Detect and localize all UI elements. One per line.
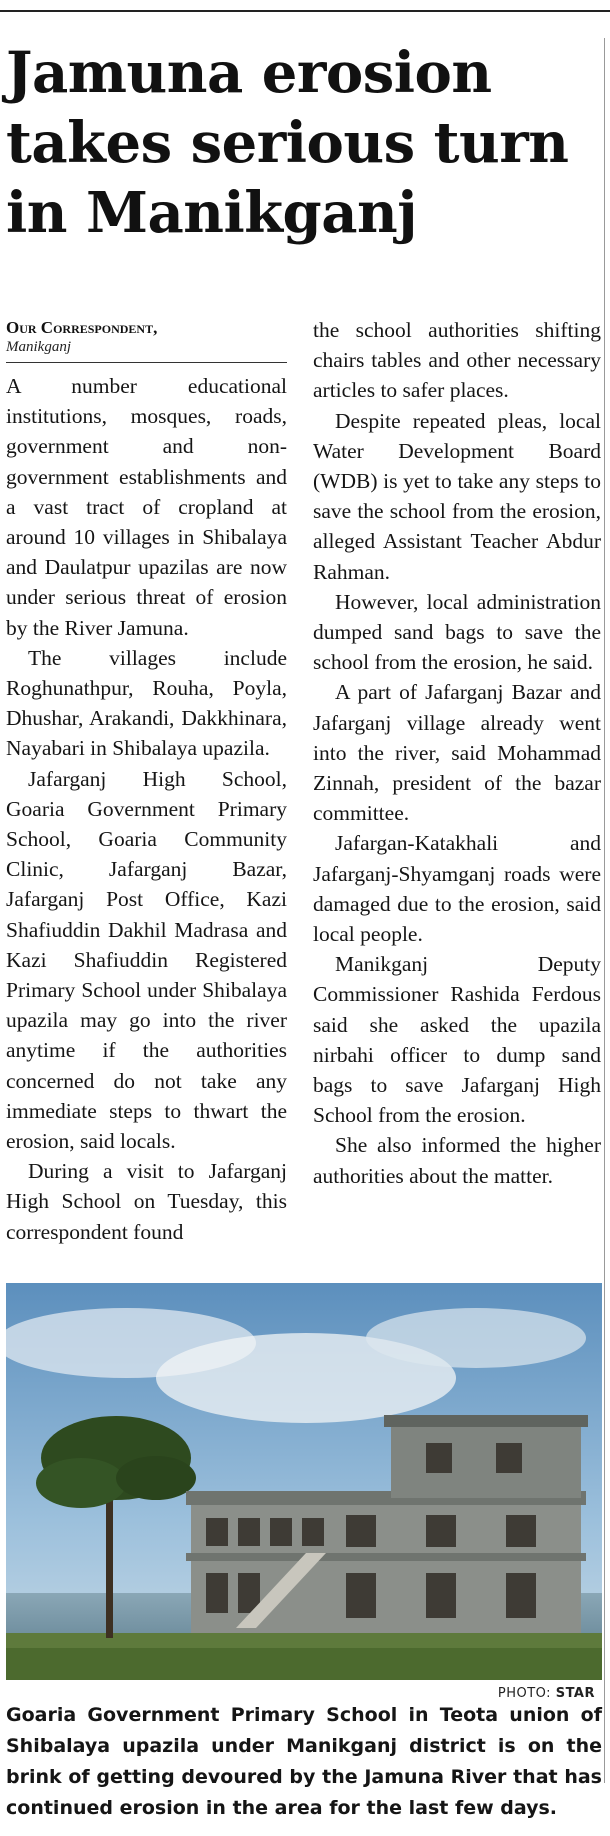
- paragraph: During a visit to Jafarganj High School on Tuesday, this correspondent found: [6, 1159, 287, 1244]
- cloud: [366, 1308, 586, 1368]
- top-rule: [0, 10, 610, 12]
- paragraph: A part of Jafarganj Bazar and Jafarganj village already went into the river, said Mohammad Zinnah, president of the bazar committee.: [313, 680, 601, 826]
- paragraph: Manikganj Deputy Commissioner Rashida Ferdous said she asked the upazila nirbahi officer to dump sand bags to save Jafarganj High School from the erosion.: [313, 952, 601, 1128]
- tree-trunk: [106, 1493, 113, 1638]
- paragraph: Jafargan-Katakhali and Jafarganj-Shyamganj roads were damaged due to the erosion, said local people.: [313, 831, 601, 947]
- news-photo: [6, 1283, 602, 1680]
- byline-name: Our Correspondent,: [6, 318, 158, 337]
- column-border: [604, 38, 605, 1783]
- article-column-left: [6, 318, 287, 1247]
- article-column-right: [313, 315, 601, 1191]
- byline-place: Manikganj: [6, 339, 71, 355]
- photo-credit: [498, 1686, 595, 1701]
- photo-credit-source: STAR: [555, 1686, 595, 1701]
- byline-divider: [6, 362, 287, 363]
- paragraph: the school authorities shifting chairs tables and other necessary articles to safer places.: [313, 318, 601, 403]
- photo-caption: Goaria Government Primary School in Teota union of Shibalaya upazila under Manikganj district is on the brink of getting devoured by the Jamuna River that has continued erosion in the area for the last few days.: [6, 1704, 602, 1819]
- paragraph: Jafarganj High School, Goaria Government Primary School, Goaria Community Clinic, Jafarganj Bazar, Jafarganj Post Office, Kazi Shafiuddin Dakhil Madrasa and Kazi Shafiuddin Registered Primary School under Shibalaya upazila may go into the river anytime if the authorities concerned do not take any immediate steps to thwart the erosion, said locals.: [6, 766, 287, 1154]
- paragraph: Despite repeated pleas, local Water Development Board (WDB) is yet to take any steps to save the school from the erosion, alleged Assistant Teacher Abdur Rahman.: [313, 408, 601, 584]
- paragraph: The villages include Roghunathpur, Rouha, Poyla, Dhushar, Arakandi, Dakkhinara, Nayabari in Shibalaya upazila.: [6, 645, 287, 761]
- paragraph: She also informed the higher authorities about the matter.: [313, 1133, 601, 1188]
- photo-credit-prefix: PHOTO:: [497, 1686, 552, 1701]
- paragraph: A number educational institutions, mosques, roads, government and non-government establishments and a vast tract of cropland at around 10 villages in Shibalaya and Daulatpur upazilas are now under serious threat of erosion by the River Jamuna.: [6, 374, 287, 640]
- school-photo-illustration: [6, 1283, 602, 1680]
- headline: Jamuna erosion takes serious turn in Manikganj: [6, 40, 569, 246]
- paragraph: However, local administration dumped sand bags to save the school from the erosion, he said.: [313, 589, 601, 675]
